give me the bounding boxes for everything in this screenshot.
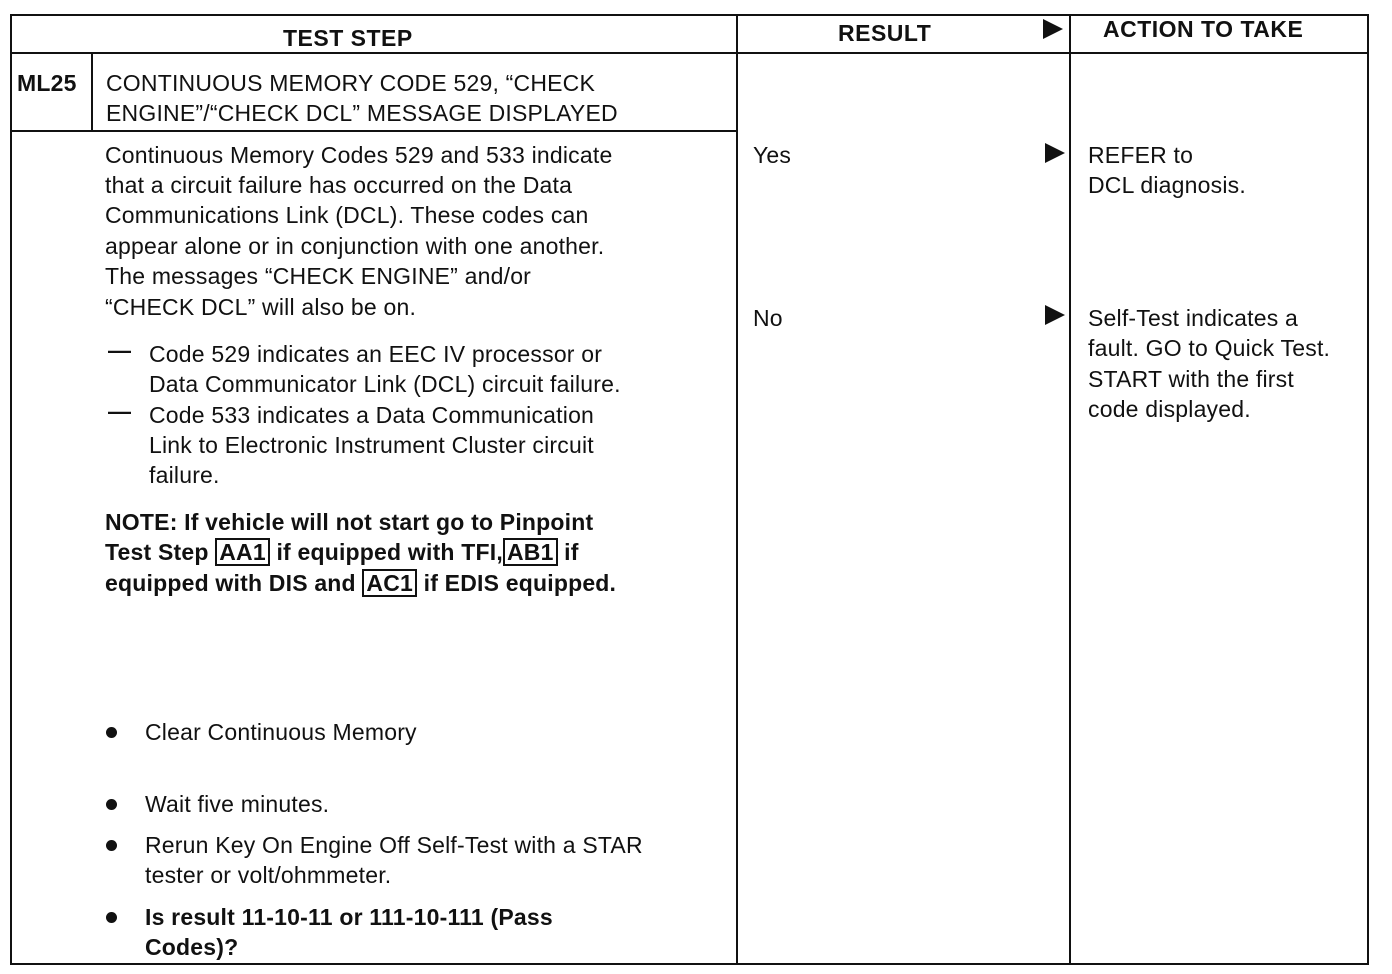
intro-line: Continuous Memory Codes 529 and 533 indicate <box>105 142 613 168</box>
intro-line: appear alone or in conjunction with one another. <box>105 233 605 259</box>
bullet-icon <box>106 799 117 810</box>
note-line2 <box>105 537 579 568</box>
step-ref-ac1: AC1 <box>362 569 417 597</box>
divider-step-id <box>91 54 93 132</box>
dash-item-line: Code 529 indicates an EEC IV processor or <box>149 341 603 367</box>
header-divider <box>10 52 1369 54</box>
action-line: Self-Test indicates a <box>1088 305 1299 331</box>
bullet-icon <box>106 727 117 738</box>
title-divider <box>10 130 737 132</box>
note-line1: NOTE: If vehicle will not start go to Pinpoint <box>105 509 594 535</box>
header-result: RESULT <box>838 20 932 46</box>
step-id: ML25 <box>17 70 77 96</box>
bullet-line: Is result 11-10-11 or 111-10-111 (Pass <box>145 904 553 930</box>
dash-marker: — <box>108 398 131 424</box>
step-ref-aa1: AA1 <box>215 538 270 566</box>
note-text: equipped with DIS and <box>105 570 356 596</box>
bullet-line: Rerun Key On Engine Off Self-Test with a STAR <box>145 832 643 858</box>
action-line: fault. GO to Quick Test. <box>1088 335 1331 361</box>
intro-line: that a circuit failure has occurred on the Data <box>105 172 573 198</box>
action-line: START with the first <box>1088 366 1294 392</box>
bullet-line: Clear Continuous Memory <box>145 719 417 745</box>
intro-line: The messages “CHECK ENGINE” and/or <box>105 263 532 289</box>
bullet-icon <box>106 912 117 923</box>
intro-line: “CHECK DCL” will also be on. <box>105 294 417 320</box>
dash-item-line: Data Communicator Link (DCL) circuit failure. <box>149 371 621 397</box>
step-title-line1: CONTINUOUS MEMORY CODE 529, “CHECK <box>106 70 596 96</box>
bullet-line: Codes)? <box>145 934 239 960</box>
arrow-icon <box>1045 143 1065 163</box>
dash-item-line: Link to Electronic Instrument Cluster circuit <box>149 432 594 458</box>
action-line: DCL diagnosis. <box>1088 172 1246 198</box>
note-text: if <box>564 539 579 565</box>
dash-item-line: failure. <box>149 462 220 488</box>
note-text: Test Step <box>105 539 209 565</box>
arrow-icon <box>1045 305 1065 325</box>
bullet-icon <box>106 840 117 851</box>
intro-line: Communications Link (DCL). These codes can <box>105 202 589 228</box>
divider-result-action <box>1069 14 1071 965</box>
step-ref-ab1: AB1 <box>503 538 558 566</box>
note-text: if EDIS equipped. <box>423 570 617 596</box>
bullet-line: Wait five minutes. <box>145 791 330 817</box>
result-no: No <box>753 305 783 331</box>
dash-item-line: Code 533 indicates a Data Communication <box>149 402 595 428</box>
divider-step-result <box>736 14 738 965</box>
note-line3 <box>105 568 616 599</box>
arrow-icon <box>1043 19 1063 39</box>
action-line: REFER to <box>1088 142 1194 168</box>
action-line: code displayed. <box>1088 396 1251 422</box>
dash-marker: — <box>108 337 131 363</box>
bullet-line: tester or volt/ohmmeter. <box>145 862 392 888</box>
note-text: if equipped with TFI, <box>276 539 503 565</box>
header-test-step: TEST STEP <box>283 25 413 51</box>
result-yes: Yes <box>753 142 792 168</box>
step-title-line2: ENGINE”/“CHECK DCL” MESSAGE DISPLAYED <box>106 100 618 126</box>
header-action: ACTION TO TAKE <box>1103 16 1304 42</box>
